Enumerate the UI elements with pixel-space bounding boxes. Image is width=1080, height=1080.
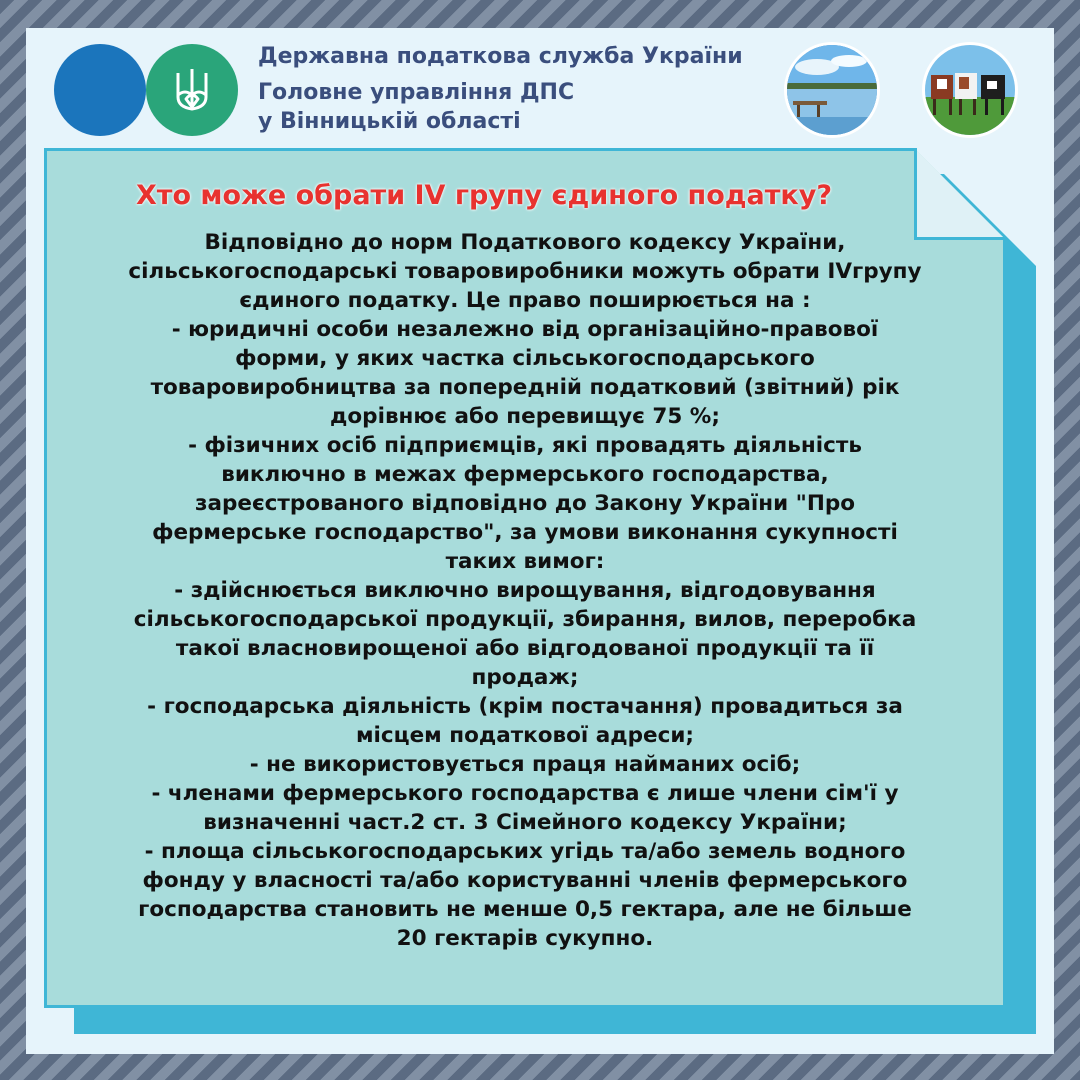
body-line: виключно в межах фермерського господарства, xyxy=(221,462,829,487)
body-line: фермерське господарство", за умови виконання сукупності xyxy=(152,520,898,545)
org-department: Головне управління ДПС xyxy=(258,80,575,105)
circle-icon xyxy=(54,44,146,136)
body-line: - юридичні особи незалежно від організаційно-правової xyxy=(171,317,879,342)
card-body xyxy=(66,228,984,953)
body-line: 20 гектарів сукупно. xyxy=(396,926,654,951)
body-line: зареєстрованого відповідно до Закону України "Про xyxy=(194,491,856,516)
body-line: фонду у власності та/або користуванні членів фермерського xyxy=(142,868,908,893)
card-title: Хто може обрати IV групу єдиного податку? xyxy=(135,180,832,211)
body-line: такої власновирощеної або відгодованої продукції та її xyxy=(175,636,875,661)
body-line: місцем податкової адреси; xyxy=(355,723,695,748)
body-line: - площа сільськогосподарських угідь та/або земель водного xyxy=(144,839,906,864)
body-line: Відповідно до норм Податкового кодексу України, xyxy=(204,230,846,255)
org-name: Державна податкова служба України xyxy=(258,44,743,69)
lake-photo xyxy=(784,42,880,138)
org-region: у Вінницькій області xyxy=(258,109,521,134)
page-fold-edge xyxy=(914,148,1006,240)
body-line: сільськогосподарської продукції, збирання, вилов, переробка xyxy=(133,607,917,632)
body-line: дорівнює або перевищує 75 %; xyxy=(330,404,720,429)
body-line: товаровиробництва за попередній податковий (звітний) рік xyxy=(150,375,900,400)
body-line: господарства становить не менше 0,5 гектара, але не більше xyxy=(138,897,912,922)
body-line: таких вимог: xyxy=(445,549,605,574)
body-line: визначенні част.2 ст. 3 Сімейного кодексу України; xyxy=(203,810,847,835)
body-line: - фізичних осіб підприємців, які провадять діяльність xyxy=(188,433,862,458)
body-line: продаж; xyxy=(471,665,579,690)
cows-photo xyxy=(922,42,1018,138)
trident-icon xyxy=(146,44,238,136)
body-line: - господарська діяльність (крім постачання) провадиться за xyxy=(147,694,903,719)
body-line: форми, у яких частка сільськогосподарського xyxy=(235,346,815,371)
organization-header xyxy=(258,42,798,136)
body-line: - здійснюється виключно вирощування, відгодовування xyxy=(174,578,876,603)
body-line: єдиного податку. Це право поширюється на : xyxy=(239,288,811,313)
body-line: - не використовується праця найманих осіб; xyxy=(249,752,801,777)
body-line: сільськогосподарські товаровиробники можуть обрати IVгрупу xyxy=(128,259,922,284)
body-line: - членами фермерського господарства є лише члени сім'ї у xyxy=(151,781,899,806)
poster-frame xyxy=(26,28,1054,1054)
